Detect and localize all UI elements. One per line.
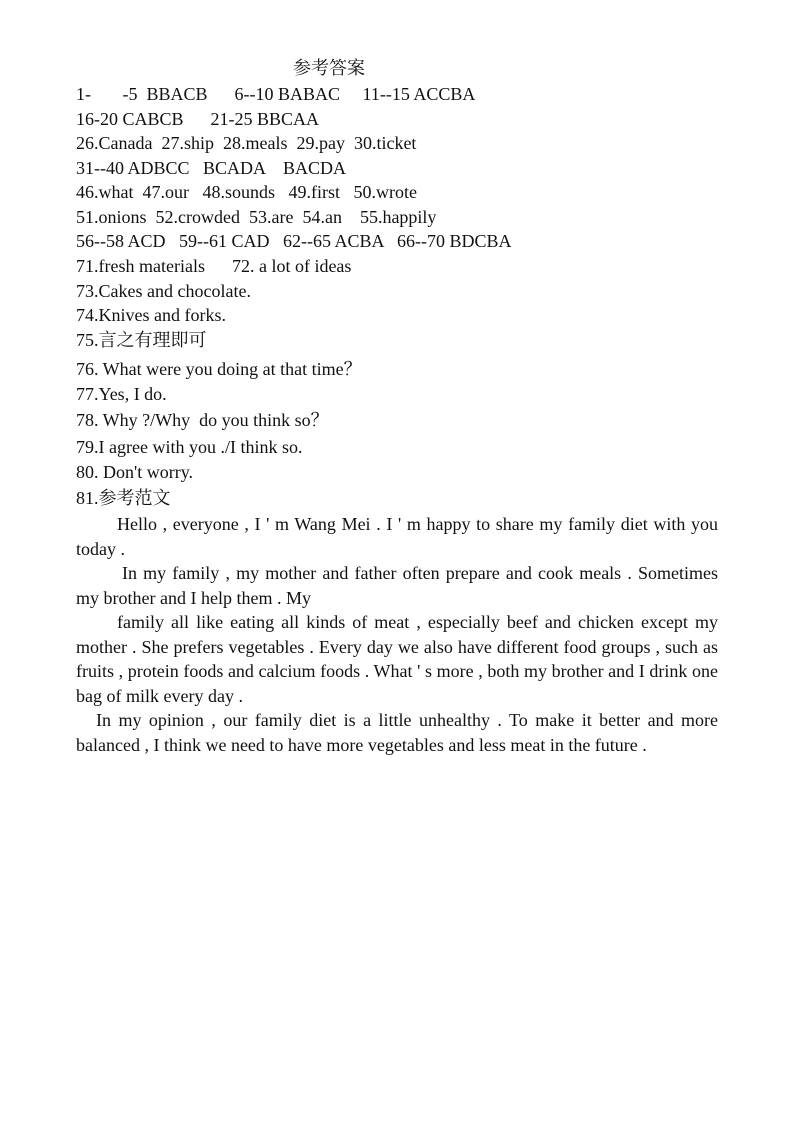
answer-line-71-72: 71.fresh materials 72. a lot of ideas: [76, 256, 352, 276]
answer-line-51-55: 51.onions 52.crowded 53.are 54.an 55.happily: [76, 207, 437, 227]
essay-paragraph: In my family , my mother and father often prepare and cook meals . Sometimes my brother and I help them . My: [76, 563, 718, 608]
answer-line-80: 80. Don't worry.: [76, 462, 194, 482]
answer-line-79: 79.I agree with you ./I think so.: [76, 437, 303, 457]
sample-essay: [76, 512, 718, 757]
answer-line-16-25: 16-20 CABCB 21-25 BBCAA: [76, 109, 320, 129]
page-title: 参考答案: [293, 58, 365, 78]
answer-line-56-70: 56--58 ACD 59--61 CAD 62--65 ACBA 66--70 BDCBA: [76, 231, 512, 251]
essay-paragraph: family all like eating all kinds of meat , especially beef and chicken except my mother . She prefers vegetables . Every day we also have different food groups , such as fruits , protein foods and calcium foods . What ' s more , both my brother and I drink one bag of milk every day .: [76, 612, 718, 706]
answer-line-31-40: 31--40 ADBCC BCADA BACDA: [76, 158, 347, 178]
answer-line-77: 77.Yes, I do.: [76, 384, 167, 404]
answer-line-74: 74.Knives and forks.: [76, 305, 226, 325]
answer-line-76: 76. What were you doing at that time？: [76, 359, 362, 379]
essay-paragraph: In my opinion , our family diet is a little unhealthy . To make it better and more balanced , I think we need to have more vegetables and less meat in the future .: [76, 710, 718, 755]
essay-paragraph: Hello , everyone , I ' m Wang Mei . I ' m happy to share my family diet with you today .: [76, 514, 718, 559]
answer-line-1-15: 1- -5 BBACB 6--10 BABAC 11--15 ACCBA: [76, 84, 476, 104]
answer-line-81-heading: 81.参考范文: [76, 488, 171, 508]
answer-line-46-50: 46.what 47.our 48.sounds 49.first 50.wrote: [76, 182, 417, 202]
answer-line-26-30: 26.Canada 27.ship 28.meals 29.pay 30.ticket: [76, 133, 417, 153]
answer-line-75: 75.言之有理即可: [76, 330, 207, 350]
answer-line-73: 73.Cakes and chocolate.: [76, 281, 251, 301]
answer-line-78: 78. Why ?/Why do you think so？: [76, 410, 329, 430]
